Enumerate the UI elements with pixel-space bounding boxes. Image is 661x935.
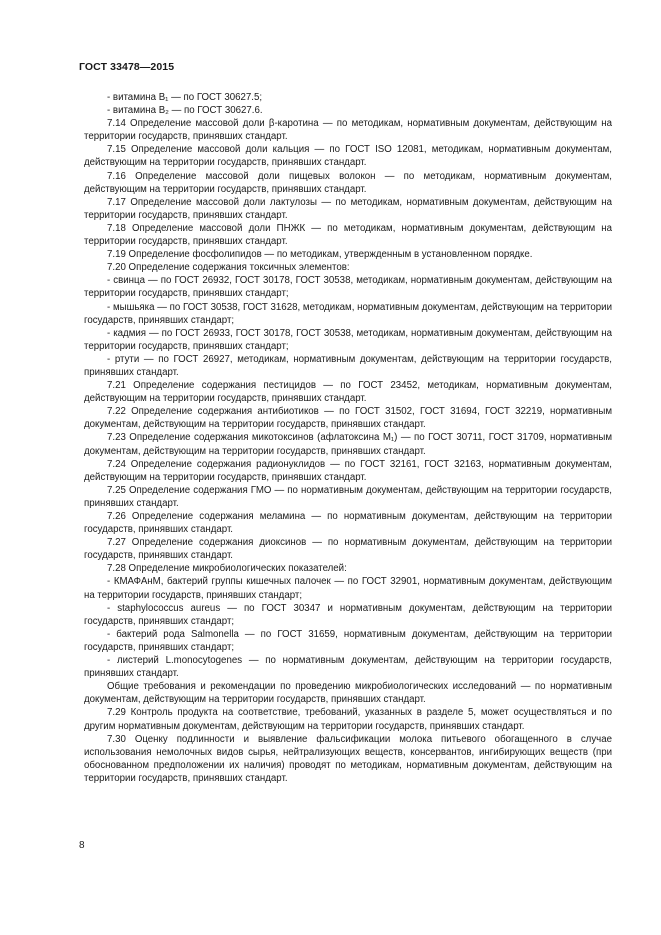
paragraph: 7.15 Определение массовой доли кальция — по ГОСТ ISO 12081, методикам, нормативным документам, действующим на территории государств, принявших стандарт. bbox=[84, 144, 612, 169]
paragraph: 7.29 Контроль продукта на соответствие, требований, указанных в разделе 5, может осуществляться и по другим нормативным документам, действующим на территории государств, принявших стандарт. bbox=[84, 707, 612, 732]
paragraph: - витамина B₂ — по ГОСТ 30627.6. bbox=[107, 105, 263, 117]
paragraph: 7.25 Определение содержания ГМО — по нормативным документам, действующим на территории государств, принявших стандарт. bbox=[84, 484, 612, 509]
paragraph: - свинца — по ГОСТ 26932, ГОСТ 30178, ГОСТ 30538, методикам, нормативным документам, действующим на территории государств, принявших стандарт; bbox=[84, 275, 612, 300]
paragraph: - ртути — по ГОСТ 26927, методикам, нормативным документам, действующим на территории государств, принявших стандарт. bbox=[84, 353, 612, 378]
paragraph: 7.19 Определение фосфолипидов — по методикам, утвержденным в установленном порядке. bbox=[107, 249, 533, 261]
paragraph: Общие требования и рекомендации по проведению микробиологических исследований — по нормативным документам, действующим на территории государств, принявших стандарт. bbox=[84, 681, 612, 706]
paragraph: 7.16 Определение массовой доли пищевых волокон — по методикам, нормативным документам, действующим на территории государств, принявших стандарт. bbox=[84, 170, 612, 195]
paragraph: 7.24 Определение содержания радионуклидов — по ГОСТ 32161, ГОСТ 32163, нормативным документам, действующим на территории государств, принявших стандарт. bbox=[84, 458, 612, 483]
paragraph: 7.17 Определение массовой доли лактулозы — по методикам, нормативным документам, действующим на территории государств, принявших стандарт. bbox=[84, 196, 612, 221]
paragraph: 7.21 Определение содержания пестицидов — по ГОСТ 23452, методикам, нормативным документам, действующим на территории государств, принявших стандарт. bbox=[84, 380, 612, 405]
paragraph: - бактерий рода Salmonella — по ГОСТ 31659, нормативным документам, действующим на территории государств, принявших стандарт; bbox=[84, 628, 612, 653]
document-code-header: ГОСТ 33478—2015 bbox=[79, 61, 175, 73]
paragraph: 7.20 Определение содержания токсичных элементов: bbox=[107, 262, 350, 274]
paragraph: 7.22 Определение содержания антибиотиков — по ГОСТ 31502, ГОСТ 31694, ГОСТ 32219, нормативным документам, действующим на территории государств, принявших стандарт. bbox=[84, 406, 612, 431]
paragraph: 7.30 Оценку подлинности и выявление фальсификации молока питьевого обогащенного в случае использования немолочных видов сырья, нейтрализующих веществ, консервантов, ингибирующих веществ (при обоснованном предположении их наличия) проводят по методикам, нормативным документам, действующим на территории государств, принявших стандарт. bbox=[84, 733, 612, 784]
paragraph: 7.23 Определение содержания микотоксинов (афлатоксина M₁) — по ГОСТ 30711, ГОСТ 31709, нормативным документам, действующим на территории государств, принявших стандарт. bbox=[84, 432, 612, 457]
paragraph: - кадмия — по ГОСТ 26933, ГОСТ 30178, ГОСТ 30538, методикам, нормативным документам, действующим на территории государств, принявших стандарт; bbox=[84, 327, 612, 352]
paragraph: 7.26 Определение содержания меламина — по нормативным документам, действующим на территории государств, принявших стандарт. bbox=[84, 511, 612, 536]
document-body bbox=[84, 91, 612, 785]
paragraph: 7.14 Определение массовой доли β-каротина — по методикам, нормативным документам, действующим на территории государств, принявших стандарт. bbox=[84, 118, 612, 143]
paragraph: - staphylococcus aureus — по ГОСТ 30347 и нормативным документам, действующим на территории государств, принявших стандарт; bbox=[84, 602, 612, 627]
paragraph: - КМАФАнМ, бактерий группы кишечных палочек — по ГОСТ 32901, нормативным документам, действующим на территории государств, принявших стандарт; bbox=[84, 576, 612, 601]
paragraph: - мышьяка — по ГОСТ 30538, ГОСТ 31628, методикам, нормативным документам, действующим на территории государств, принявших стандарт; bbox=[84, 301, 612, 326]
paragraph: - листерий L.monocytogenes — по нормативным документам, действующим на территории государств, принявших стандарт. bbox=[84, 655, 612, 680]
paragraph: 7.28 Определение микробиологических показателей: bbox=[107, 563, 347, 575]
paragraph: 7.27 Определение содержания диоксинов — по нормативным документам, действующим на территории государств, принявших стандарт. bbox=[84, 537, 612, 562]
page-number: 8 bbox=[79, 840, 85, 851]
paragraph: 7.18 Определение массовой доли ПНЖК — по методикам, нормативным документам, действующим на территории государств, принявших стандарт. bbox=[84, 222, 612, 248]
paragraph: - витамина B₁ — по ГОСТ 30627.5; bbox=[107, 92, 263, 103]
